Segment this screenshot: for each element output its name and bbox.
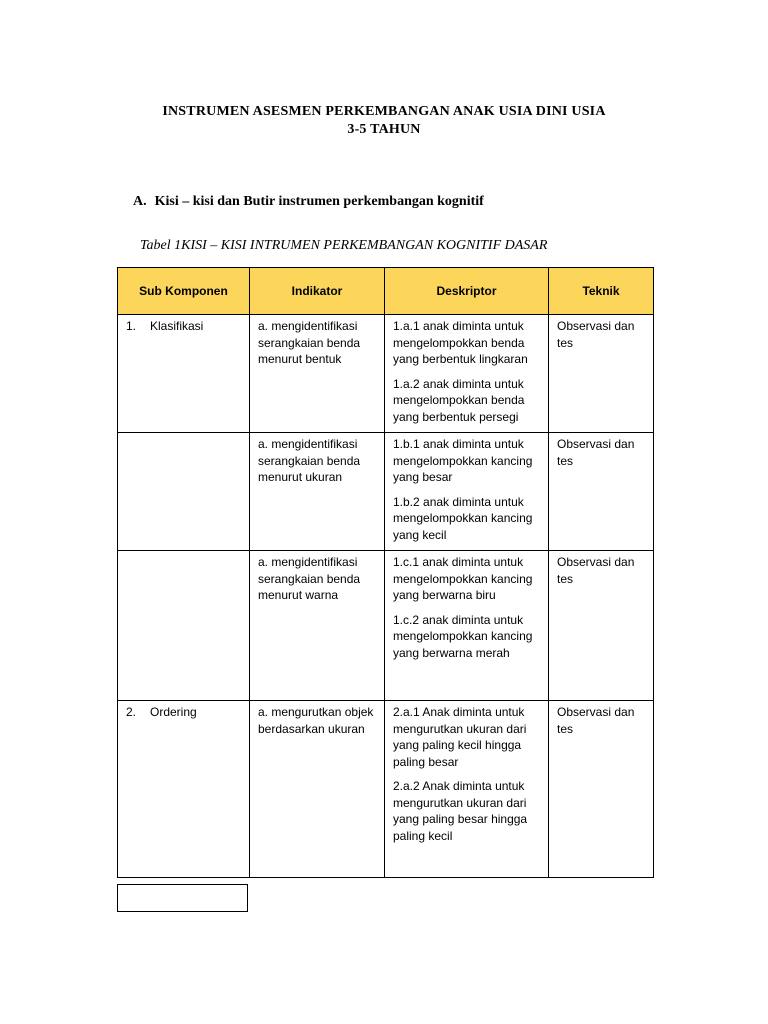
table-row (118, 701, 654, 878)
table-row (118, 551, 654, 701)
document-title-line-1: INSTRUMEN ASESMEN PERKEMBANGAN ANAK USIA DINI USIA (162, 104, 606, 119)
deskriptor-item: 1.c.1 anak diminta untuk mengelompokkan kancing yang berwarna biru (393, 555, 533, 602)
indikator-cell: a. mengidentifikasi serangkaian benda menurut warna (250, 551, 385, 701)
sub-komponen-cell (118, 701, 250, 878)
section-heading (133, 193, 484, 211)
header-sub-komponen: Sub Komponen (118, 268, 250, 315)
document-title-line-2: 3-5 TAHUN (347, 122, 421, 137)
deskriptor-item: 1.a.1 anak diminta untuk mengelompokkan benda yang berbentuk lingkaran (393, 319, 528, 366)
indikator-cell: a. mengurutkan objek berdasarkan ukuran (250, 701, 385, 878)
deskriptor-item: 1.a.2 anak diminta untuk mengelompokkan benda yang berbentuk persegi (393, 376, 525, 424)
table-row (118, 315, 654, 433)
table-row (118, 433, 654, 551)
deskriptor-cell (385, 433, 549, 551)
empty-continuation-cell (117, 884, 248, 912)
teknik-cell: Observasi dan tes (549, 433, 654, 551)
sub-komponen-cell (118, 551, 250, 701)
sub-komponen-label: Klasifikasi (150, 319, 204, 333)
sub-komponen-number: 2. (126, 705, 137, 719)
header-deskriptor: Deskriptor (385, 268, 549, 315)
teknik-cell: Observasi dan tes (549, 315, 654, 433)
table-caption: Tabel 1KISI – KISI INTRUMEN PERKEMBANGAN KOGNITIF DASAR (140, 238, 548, 253)
sub-komponen-cell (118, 315, 250, 433)
document-title (100, 103, 668, 139)
sub-komponen-cell (118, 433, 250, 551)
deskriptor-cell (385, 701, 549, 878)
deskriptor-cell (385, 551, 549, 701)
deskriptor-item: 2.a.1 Anak diminta untuk mengurutkan ukuran dari yang paling kecil hingga paling besar (393, 705, 527, 769)
table-header-row (118, 268, 654, 315)
deskriptor-item: 1.b.2 anak diminta untuk mengelompokkan kancing yang kecil (393, 494, 533, 542)
teknik-cell: Observasi dan tes (549, 701, 654, 878)
section-heading-text: Kisi – kisi dan Butir instrumen perkembangan kognitif (154, 194, 484, 209)
header-indikator: Indikator (250, 268, 385, 315)
section-marker: A. (133, 194, 147, 209)
indikator-cell: a. mengidentifikasi serangkaian benda menurut bentuk (250, 315, 385, 433)
deskriptor-item: 2.a.2 Anak diminta untuk mengurutkan ukuran dari yang paling besar hingga paling kecil (393, 779, 528, 843)
teknik-cell: Observasi dan tes (549, 551, 654, 701)
kisi-table (117, 267, 654, 878)
header-teknik: Teknik (549, 268, 654, 315)
indikator-cell: a. mengidentifikasi serangkaian benda menurut ukuran (250, 433, 385, 551)
deskriptor-item: 1.c.2 anak diminta untuk mengelompokkan kancing yang berwarna merah (393, 612, 533, 660)
sub-komponen-number: 1. (126, 319, 137, 333)
sub-komponen-label: Ordering (150, 705, 197, 719)
deskriptor-cell (385, 315, 549, 433)
deskriptor-item: 1.b.1 anak diminta untuk mengelompokkan kancing yang besar (393, 437, 533, 484)
